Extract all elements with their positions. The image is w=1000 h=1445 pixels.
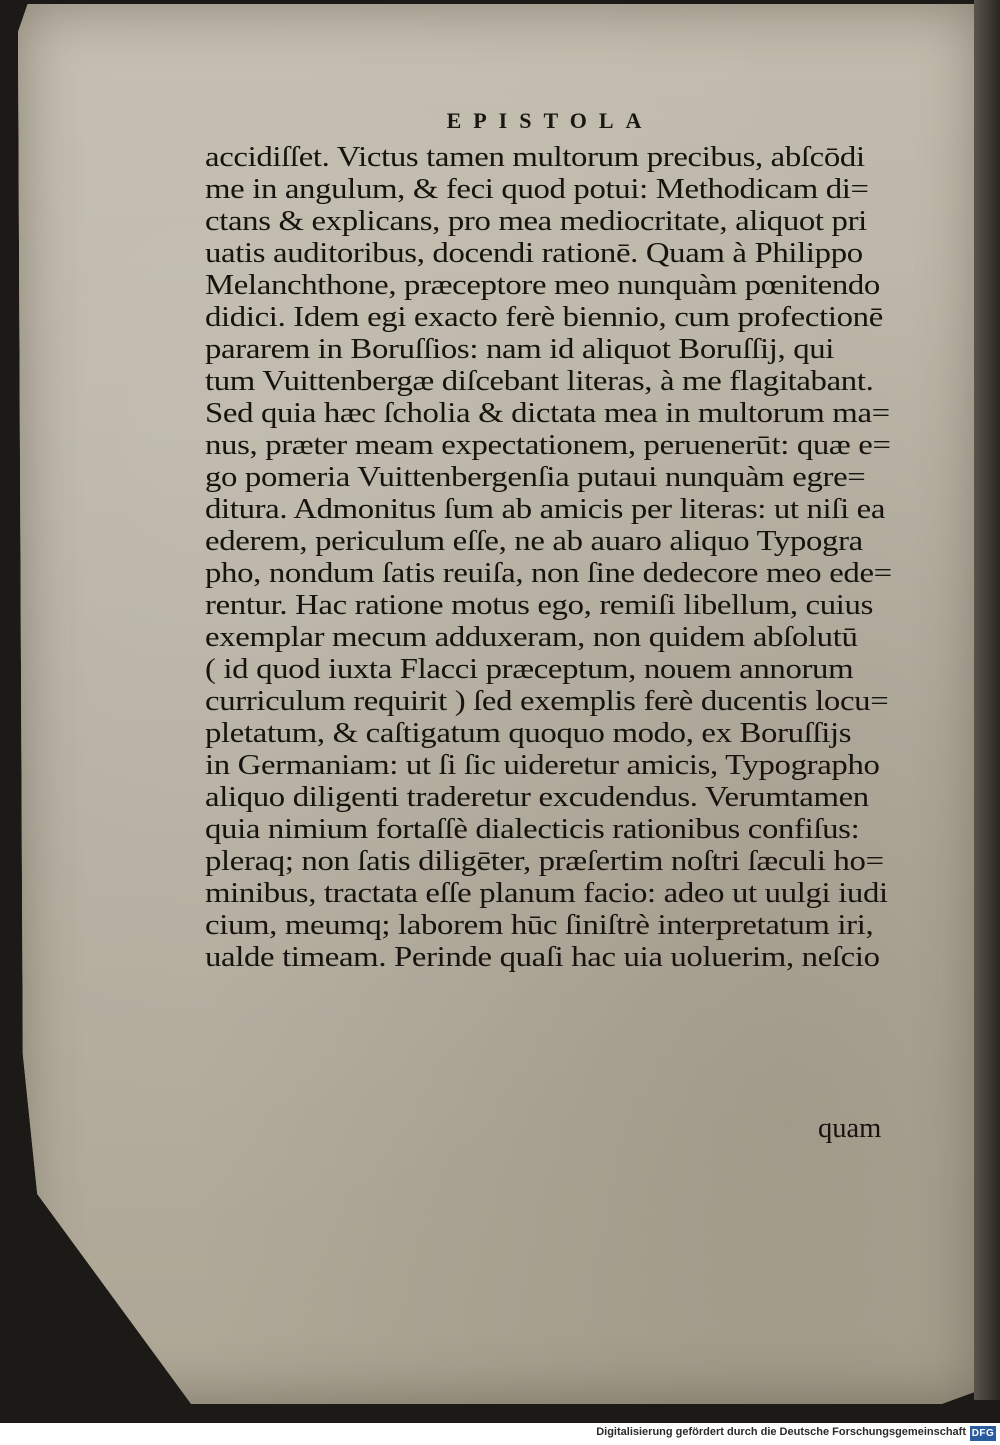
text-line: Sed quia hæc ſcholia & dictata mea in multorum ma=	[205, 398, 890, 429]
text-line: ditura. Admonitus ſum ab amicis per literas: ut niſi ea	[205, 494, 886, 525]
text-line: curriculum requirit ) ſed exemplis ferè ducentis locu=	[205, 686, 889, 717]
text-line: didici. Idem egi exacto ferè biennio, cum profectionē	[205, 302, 883, 333]
text-line: ualde timeam. Perinde quaſi hac uia uoluerim, neſcio	[205, 942, 880, 973]
catchword: quam	[818, 1113, 882, 1144]
text-line: ctans & explicans, pro mea mediocritate, aliquot pri	[205, 206, 867, 237]
text-line: Melanchthone, præceptore meo nunquàm pœnitendo	[205, 270, 880, 301]
text-line: ederem, periculum eſſe, ne ab auaro aliquo Typogra	[205, 526, 863, 557]
text-line: pararem in Boruſſios: nam id aliquot Boruſſij, qui	[205, 334, 835, 365]
running-head: EPISTOLA	[446, 108, 654, 133]
text-line: pleraq; non ſatis diligēter, præſertim noſtri ſæculi ho=	[205, 846, 884, 877]
text-line: rentur. Hac ratione motus ego, remiſi libellum, cuius	[205, 590, 874, 621]
text-line: in Germaniam: ut ſi ſic uideretur amicis, Typographo	[205, 750, 880, 781]
text-line: uatis auditoribus, docendi rationē. Quam à Philippo	[205, 238, 863, 269]
text-line: exemplar mecum adduxeram, non quidem abſolutū	[205, 622, 858, 653]
text-line: pletatum, & caſtigatum quoquo modo, ex Boruſſijs	[205, 718, 852, 749]
funding-credit: Digitalisierung gefördert durch die Deutsche Forschungsgemeinschaft	[596, 1426, 966, 1438]
body-text	[205, 142, 905, 974]
footer-bar	[0, 1423, 1000, 1445]
dfg-logo: DFG	[971, 1428, 995, 1439]
text-line: minibus, tractata eſſe planum facio: adeo ut uulgi iudi	[205, 878, 888, 909]
text-line: go pomeria Vuittenbergenſia putaui nunquàm egre=	[205, 462, 866, 493]
text-line: accidiſſet. Victus tamen multorum precibus, abſcōdi	[205, 142, 865, 173]
text-line: aliquo diligenti traderetur excudendus. Verumtamen	[205, 782, 869, 813]
text-line: pho, nondum ſatis reuiſa, non ſine dedecore meo ede=	[205, 558, 892, 589]
text-line: quia nimium fortaſſè dialecticis rationibus confiſus:	[205, 814, 860, 845]
text-line: cium, meumq; laborem hūc ſiniſtrè interpretatum iri,	[205, 910, 874, 941]
text-line: ( id quod iuxta Flacci præceptum, nouem annorum	[205, 654, 854, 685]
text-line: tum Vuittenbergæ diſcebant literas, à me flagitabant.	[205, 366, 874, 397]
text-line: nus, præter meam expectationem, peruenerūt: quæ e=	[205, 430, 891, 461]
text-line: me in angulum, & feci quod potui: Methodicam di=	[205, 174, 869, 205]
